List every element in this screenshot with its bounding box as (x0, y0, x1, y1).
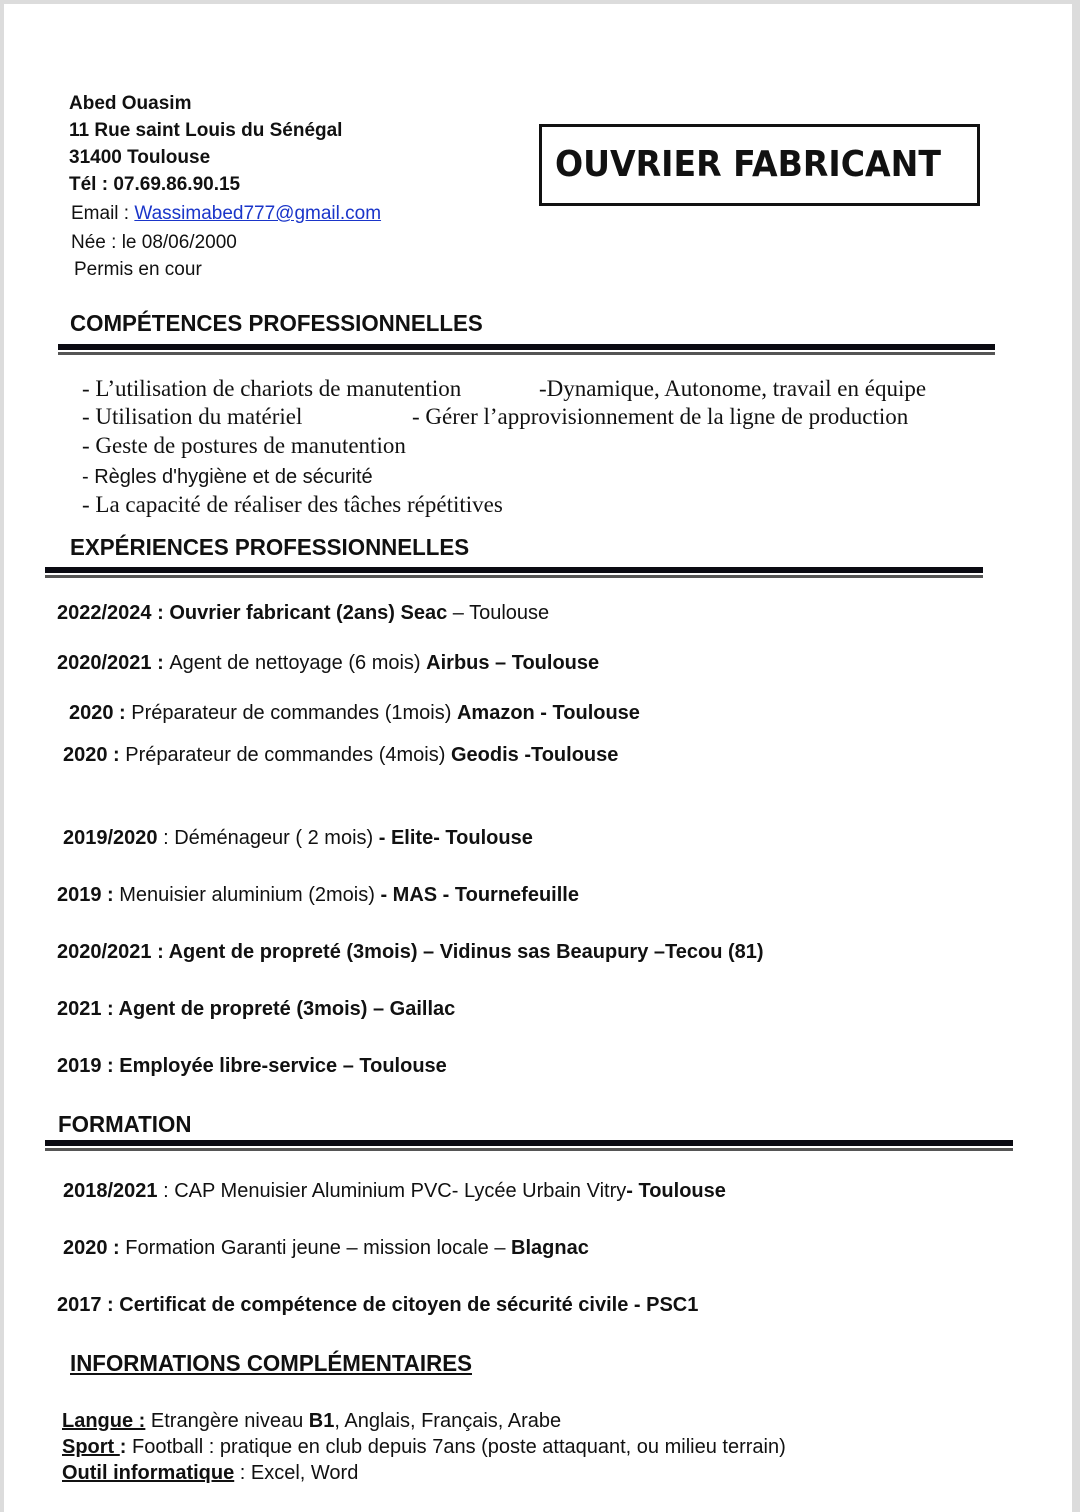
extra-heading: INFORMATIONS COMPLÉMENTAIRES (70, 1350, 472, 1376)
formation-divider (45, 1140, 1013, 1148)
tools-label: Outil informatique (62, 1462, 235, 1484)
experience-entry: 2021 : Agent de propreté (3mois) – Gaillac (57, 998, 456, 1020)
tools-line: Outil informatique : Excel, Word (62, 1462, 359, 1484)
job-title-box (539, 124, 980, 206)
language-line: Langue : Etrangère niveau B1, Anglais, Français, Arabe (62, 1410, 562, 1432)
experience-entry: 2022/2024 : Ouvrier fabricant (2ans) Seac – Toulouse (57, 602, 550, 624)
formation-entry: 2020 : Formation Garanti jeune – mission locale – Blagnac (63, 1237, 589, 1259)
email-link[interactable]: Wassimabed777@gmail.com (134, 203, 382, 224)
skill-item: - Utilisation du matériel (82, 404, 303, 429)
experience-entry: 2019 : Employée libre-service – Toulouse (57, 1055, 447, 1077)
sport-label: Sport (62, 1436, 120, 1458)
skill-item: -Dynamique, Autonome, travail en équipe (539, 376, 927, 401)
experience-entry: 2019/2020 : Déménageur ( 2 mois) - Elite- Toulouse (63, 827, 533, 849)
cv-page (4, 4, 1072, 1512)
skills-heading: COMPÉTENCES PROFESSIONNELLES (70, 310, 483, 336)
sport-line: Sport : Football : pratique en club depuis 7ans (poste attaquant, ou milieu terrain) (62, 1436, 786, 1458)
email-label: Email : (71, 203, 135, 224)
address-line: 11 Rue saint Louis du Sénégal (69, 120, 343, 141)
skill-item: - Gérer l’approvisionnement de la ligne de production (412, 404, 909, 429)
phone-line: Tél : 07.69.86.90.15 (69, 174, 241, 195)
candidate-name: Abed Ouasim (69, 93, 192, 114)
experience-entry: 2020/2021 : Agent de nettoyage (6 mois) Airbus – Toulouse (57, 652, 600, 674)
experience-entry: 2020 : Préparateur de commandes (4mois) Geodis -Toulouse (63, 744, 619, 766)
license-line: Permis en cour (74, 259, 202, 280)
skill-item: - L’utilisation de chariots de manutention (82, 376, 462, 401)
job-title: OUVRIER FABRICANT (555, 144, 941, 185)
email-line (71, 200, 381, 227)
birth-line: Née : le 08/06/2000 (71, 232, 237, 253)
experience-entry: 2020/2021 : Agent de propreté (3mois) – Vidinus sas Beaupury –Tecou (81) (57, 941, 764, 963)
formation-entry: 2018/2021 : CAP Menuisier Aluminium PVC- Lycée Urbain Vitry- Toulouse (63, 1180, 726, 1202)
experience-heading: EXPÉRIENCES PROFESSIONNELLES (70, 534, 470, 560)
skill-item: - Règles d'hygiène et de sécurité (82, 466, 373, 488)
formation-heading: FORMATION (58, 1111, 192, 1137)
experience-entry: 2020 : Préparateur de commandes (1mois) Amazon - Toulouse (69, 702, 640, 724)
experience-entry: 2019 : Menuisier aluminium (2mois) - MAS - Tournefeuille (57, 884, 579, 906)
experience-divider (45, 567, 983, 575)
language-label: Langue : (62, 1410, 146, 1432)
city-line: 31400 Toulouse (69, 147, 211, 168)
skills-divider (58, 344, 995, 352)
skill-item: - La capacité de réaliser des tâches répétitives (82, 492, 503, 517)
formation-entry: 2017 : Certificat de compétence de citoyen de sécurité civile - PSC1 (57, 1294, 699, 1316)
skill-item: - Geste de postures de manutention (82, 433, 406, 458)
